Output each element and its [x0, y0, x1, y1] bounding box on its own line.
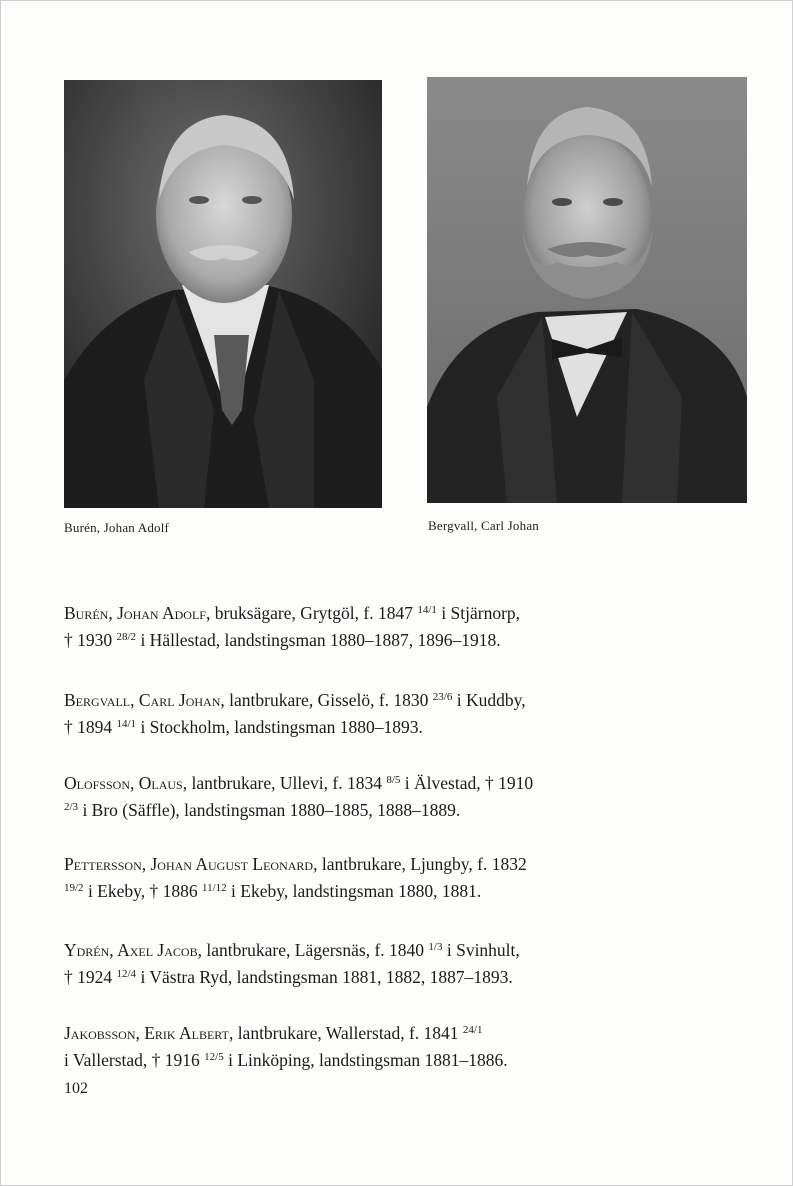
entry-name: Olofsson, Olaus — [64, 773, 183, 793]
entry-name: Jakobsson, Erik Albert — [64, 1023, 229, 1043]
biography-entry: Jakobsson, Erik Albert, lantbrukare, Wallerstad, f. 1841 $^{24/1}$ i Vallerstad, † 1916 $^{12/5}$ i Linköping, landstingsman 1881–1886. — [64, 1023, 508, 1070]
photo-caption-left: Burén, Johan Adolf — [64, 520, 170, 535]
entry-name: Bergvall, Carl Johan — [64, 690, 221, 710]
entry-name: Pettersson, Johan August Leonard — [64, 854, 314, 874]
biography-entry: Bergvall, Carl Johan, lantbrukare, Gisselö, f. 1830 $^{23/6}$ i Kuddby, † 1894 $^{14/1}$ i Stockholm, landstingsman 1880–1893. — [64, 690, 526, 737]
entry-name: Burén, Johan Adolf — [64, 603, 206, 623]
entry-name: Ydrén, Axel Jacob — [64, 940, 198, 960]
biography-entry: Olofsson, Olaus, lantbrukare, Ullevi, f. 1834 $^{8/5}$ i Älvestad, † 1910 $^{2/3}$ i Bro (Säffle), landstingsman 1880–1885, 1888–1889. — [64, 773, 534, 820]
page-number: 102 — [64, 1080, 88, 1097]
portrait-photo-bergvall — [427, 77, 747, 503]
biography-entry: Pettersson, Johan August Leonard, lantbrukare, Ljungby, f. 1832 $^{19/2}$ i Ekeby, † 1886 $^{11/12}$ i Ekeby, landstingsman 1880, 1881. — [64, 854, 527, 901]
biography-entry: Burén, Johan Adolf, bruksägare, Grytgöl, f. 1847 $^{14/1}$ i Stjärnorp, † 1930 $^{28/2}$ i Hällestad, landstingsman 1880–1887, 1896–1918. — [64, 603, 521, 650]
photo-caption-right: Bergvall, Carl Johan — [428, 518, 539, 533]
biography-entry: Ydrén, Axel Jacob, lantbrukare, Lägersnäs, f. 1840 $^{1/3}$ i Svinhult, † 1924 $^{12/4}$ i Västra Ryd, landstingsman 1881, 1882, 1887–1893. — [64, 940, 520, 987]
portrait-photo-buren — [64, 80, 382, 508]
